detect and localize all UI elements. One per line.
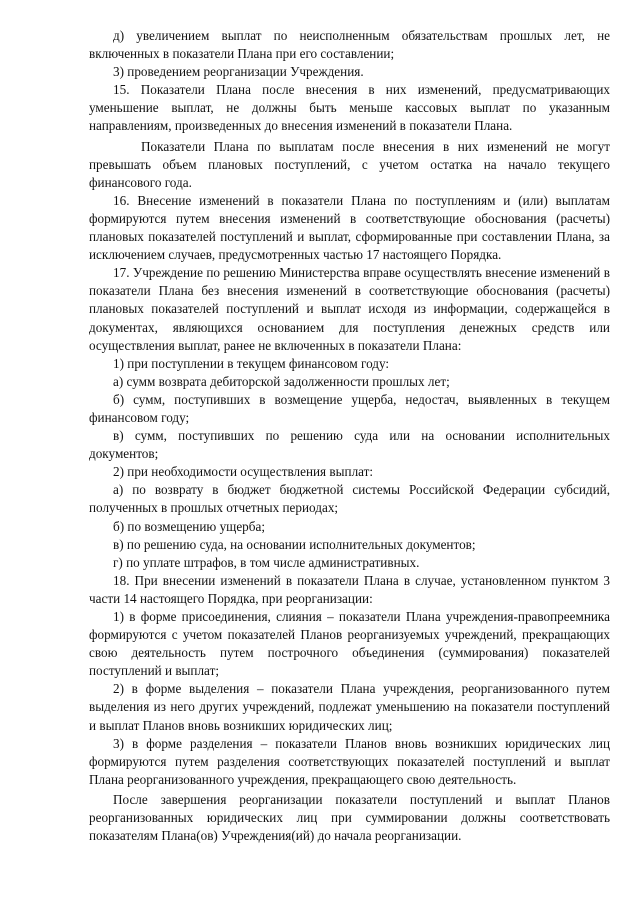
paragraph-17-1: 1) при поступлении в текущем финансовом году: <box>113 355 390 371</box>
paragraph-17-2b: б) по возмещению ущерба; <box>113 518 265 534</box>
paragraph-payments-limit: Показатели Плана по выплатам после внесения в них изменений не могут превышать объем плановых поступлений, с учетом остатка на начало текущего финансового года. <box>89 138 610 190</box>
paragraph-16: 16. Внесение изменений в показатели Плана по поступлениям и (или) выплатам формируются путем внесения изменений в соответствующие обоснования (расчеты) плановых показателей поступлений и выплат, сформированные при составлении Плана, за исключением случаев, предусмотренных частью 17 настоящего Порядка. <box>89 192 610 263</box>
paragraph-18-2: 2) в форме выделения – показатели Плана учреждения, реорганизованного путем выделения из него других учреждений, подлежат уменьшению на показатели поступлений и выплат Планов вновь возникших юридических лиц; <box>89 681 610 733</box>
paragraph-18-3: 3) в форме разделения – показатели Планов вновь возникших юридических лиц формируются путем разделения соответствующих показателей поступлений и выплат Плана реорганизованного учреждения, прекращающего свою деятельность. <box>89 735 610 787</box>
paragraph-after-reorganization: После завершения реорганизации показатели поступлений и выплат Планов реорганизованных юридических лиц при суммировании должны соответствовать показателям Плана(ов) Учреждения(ий) до начала реорганизации. <box>89 791 610 844</box>
paragraph-17-1v: в) сумм, поступивших по решению суда или на основании исполнительных документов; <box>89 428 610 462</box>
paragraph-17-2g: г) по уплате штрафов, в том числе административных. <box>113 554 420 570</box>
paragraph-18: 18. При внесении изменений в показатели Плана в случае, установленном пунктом 3 части 14 настоящего Порядка, при реорганизации: <box>89 572 610 606</box>
paragraph-17-2a: а) по возврату в бюджет бюджетной системы Российской Федерации субсидий, полученных в прошлых отчетных периодах; <box>89 482 610 516</box>
paragraph-d-increase-payments: д) увеличением выплат по неисполненным обязательствам прошлых лет, не включенных в показатели Плана при его составлении; <box>89 28 610 62</box>
paragraph-17-1b: б) сумм, поступивших в возмещение ущерба, недостач, выявленных в текущем финансовом году; <box>89 391 610 425</box>
document-body <box>89 27 610 845</box>
paragraph-18-1: 1) в форме присоединения, слияния – показатели Плана учреждения-правопреемника формируются с учетом показателей Планов реорганизуемых учреждений, прекращающих свою деятельность путем построчного объединения (суммирования) показателей поступлений и выплат; <box>89 609 610 679</box>
paragraph-17-2v: в) по решению суда, на основании исполнительных документов; <box>113 536 476 552</box>
paragraph-17: 17. Учреждение по решению Министерства вправе осуществлять внесение изменений в показатели Плана без внесения изменений в соответствующие обоснования (расчеты) плановых показателей поступлений и выплат исходя из информации, содержащейся в документах, являющихся основанием для поступления денежных средств или осуществления выплат, ранее не включенных в показатели Плана: <box>89 265 610 353</box>
paragraph-15: 15. Показатели Плана после внесения в них изменений, предусматривающих уменьшение выплат, не должны быть меньше кассовых выплат по указанным направлениям, произведенных до внесения изменений в показатели Плана. <box>89 82 610 134</box>
paragraph-17-1a: а) сумм возврата дебиторской задолженности прошлых лет; <box>113 373 450 389</box>
paragraph-3-reorganization: 3) проведением реорганизации Учреждения. <box>113 64 364 80</box>
paragraph-17-2: 2) при необходимости осуществления выплат: <box>113 464 374 480</box>
